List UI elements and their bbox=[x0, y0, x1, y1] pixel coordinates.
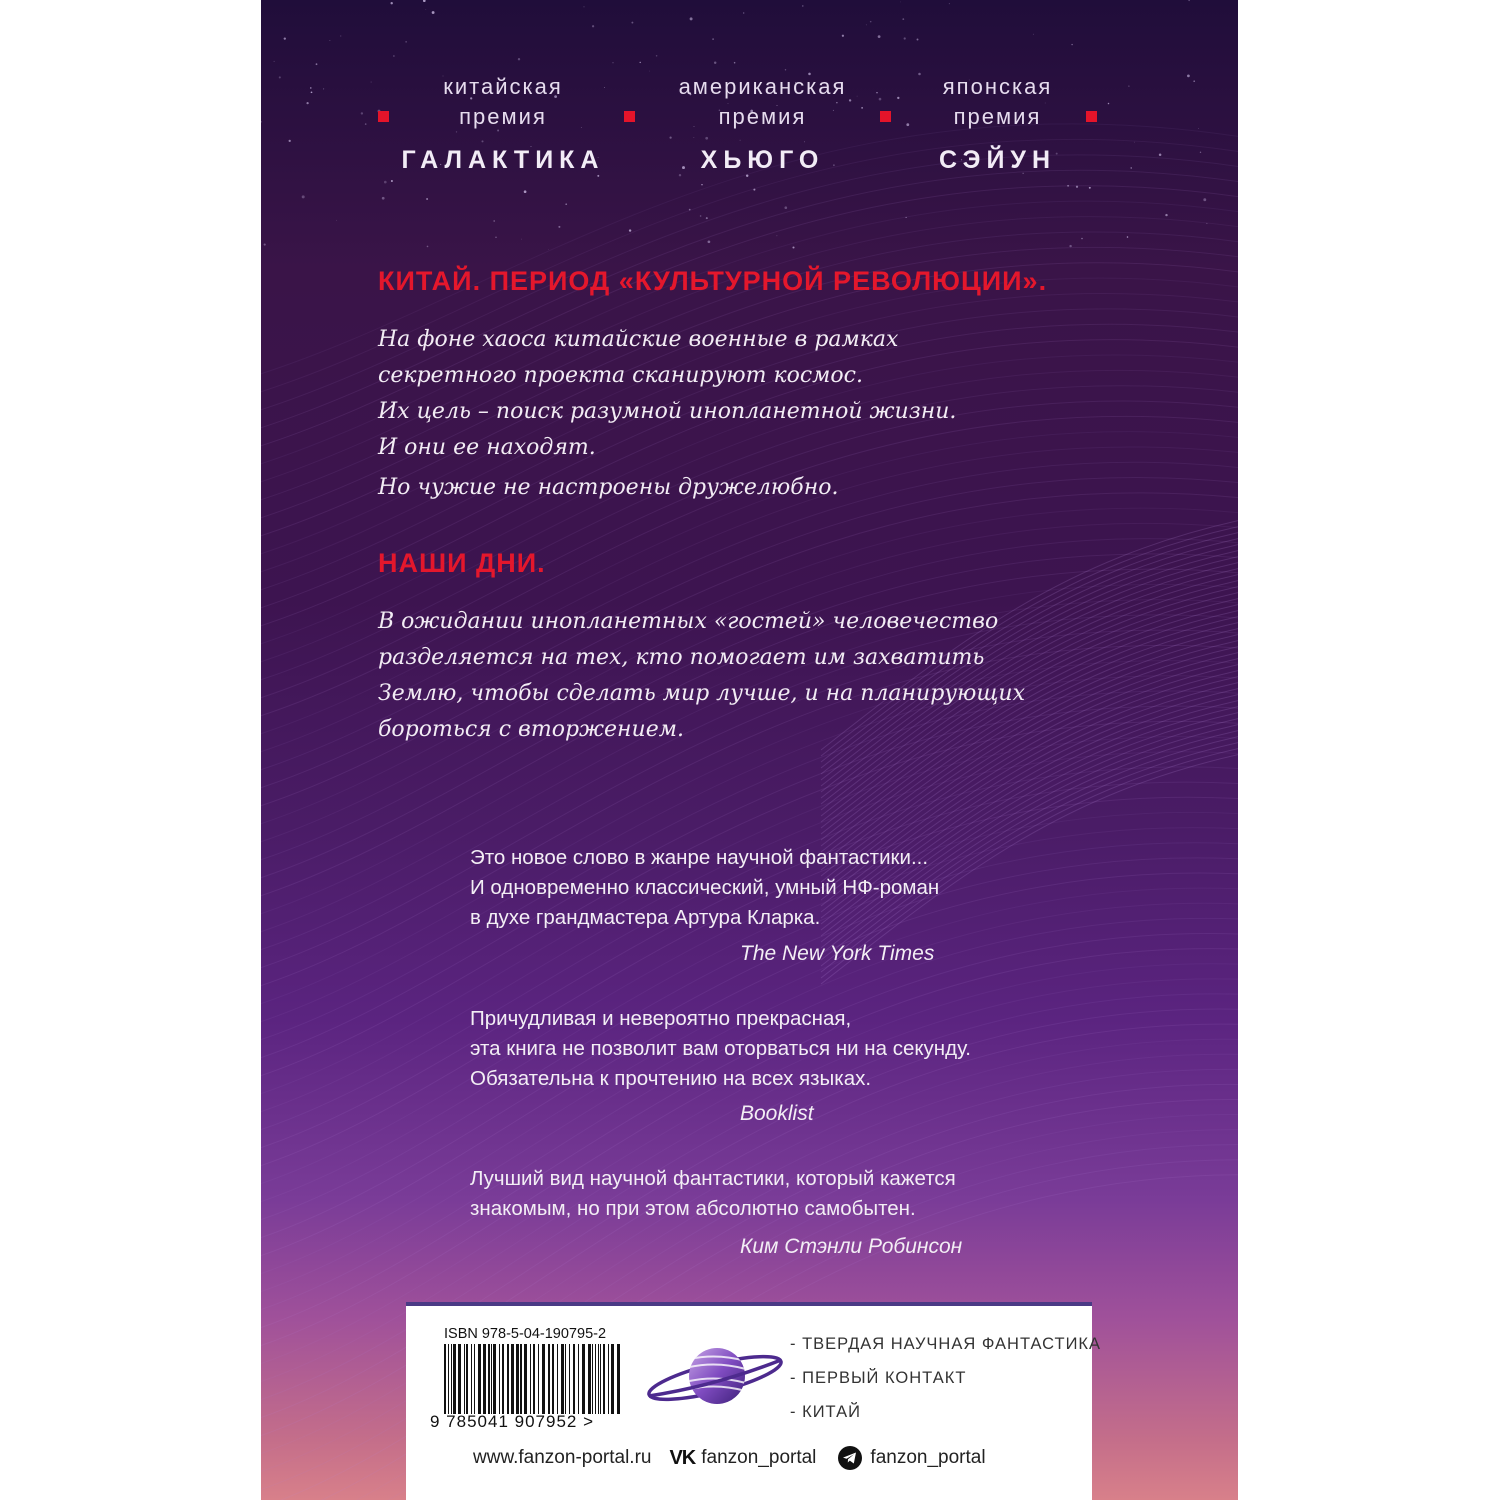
quote-line: эта книга не позволит вам оторваться ни на секунду. bbox=[470, 1037, 971, 1060]
quote-line: знакомым, но при этом абсолютно самобытен. bbox=[470, 1197, 916, 1220]
quote-line: в духе грандмастера Артура Кларка. bbox=[470, 906, 821, 929]
paragraph-line: бороться с вторжением. bbox=[378, 717, 684, 742]
award-line2: премия bbox=[459, 104, 547, 129]
award-line2: премия bbox=[953, 104, 1042, 129]
barcode bbox=[442, 1344, 622, 1416]
quote-line: Обязательна к прочтению на всех языках. bbox=[470, 1067, 872, 1090]
review-quote bbox=[470, 1004, 971, 1094]
award-line2: премия bbox=[718, 104, 807, 129]
section2-paragraph bbox=[378, 604, 1025, 748]
award-line1: японская bbox=[942, 74, 1053, 99]
social-links bbox=[473, 1446, 986, 1470]
book-back-cover bbox=[261, 0, 1238, 1500]
red-square-divider bbox=[624, 111, 635, 122]
telegram-icon bbox=[838, 1446, 862, 1470]
paragraph-line: Землю, чтобы сделать мир лучше, и на планирующих bbox=[378, 681, 1026, 706]
red-square-divider bbox=[880, 111, 891, 122]
award-galaxy bbox=[398, 72, 608, 175]
red-square-divider bbox=[378, 111, 389, 122]
planet-icon bbox=[645, 1338, 785, 1416]
vk-handle: fanzon_portal bbox=[701, 1447, 817, 1468]
quote-line: И одновременно классический, умный НФ-роман bbox=[470, 876, 940, 899]
barcode-digits: 9 785041 907952 > bbox=[430, 1412, 595, 1431]
paragraph-line: разделяется на тех, кто помогает им захватить bbox=[378, 645, 985, 670]
telegram-handle: fanzon_portal bbox=[870, 1447, 986, 1468]
review-quote bbox=[470, 843, 939, 933]
quote-line: Причудливая и невероятно прекрасная, bbox=[470, 1007, 852, 1030]
isbn-label: ISBN 978-5-04-190795-2 bbox=[444, 1326, 607, 1342]
award-line1: китайская bbox=[443, 74, 563, 99]
telegram-link[interactable] bbox=[838, 1446, 985, 1470]
review-quote bbox=[470, 1164, 956, 1224]
award-name: СЭЙУН bbox=[938, 146, 1057, 174]
paragraph-line: В ожидании инопланетных «гостей» человечество bbox=[378, 609, 999, 634]
award-name: ГАЛАКТИКА bbox=[401, 146, 605, 174]
paragraph-line: секретного проекта сканируют космос. bbox=[378, 363, 863, 388]
section1-last-line bbox=[378, 470, 838, 506]
red-square-divider bbox=[1086, 111, 1097, 122]
award-name: ХЬЮГО bbox=[700, 146, 825, 174]
genre-tag: - ПЕРВЫЙ КОНТАКТ bbox=[790, 1369, 967, 1387]
paragraph-line: На фоне хаоса китайские военные в рамках bbox=[378, 327, 899, 352]
award-line1: американская bbox=[678, 74, 847, 99]
quote-line: Лучший вид научной фантастики, который кажется bbox=[470, 1167, 956, 1190]
award-seiun bbox=[915, 72, 1080, 175]
genre-tag: - ТВЕРДАЯ НАУЧНАЯ ФАНТАСТИКА bbox=[790, 1335, 1102, 1353]
award-hugo bbox=[660, 72, 865, 175]
genre-tag: - КИТАЙ bbox=[790, 1403, 861, 1421]
vk-link[interactable] bbox=[669, 1447, 816, 1470]
section2-heading: НАШИ ДНИ. bbox=[378, 548, 546, 578]
genre-tags bbox=[790, 1327, 1101, 1429]
paragraph-line: Но чужие не настроены дружелюбно. bbox=[378, 475, 839, 500]
paragraph-line: И они ее находят. bbox=[378, 435, 596, 460]
vk-icon: VK bbox=[669, 1446, 696, 1469]
paragraph-line: Их цель – поиск разумной инопланетной жизни. bbox=[378, 399, 957, 424]
quote-source: The New York Times bbox=[740, 942, 935, 965]
quote-source: Booklist bbox=[740, 1102, 814, 1125]
section1-heading: КИТАЙ. ПЕРИОД «КУЛЬТУРНОЙ РЕВОЛЮЦИИ». bbox=[378, 266, 1048, 296]
quote-source: Ким Стэнли Робинсон bbox=[740, 1235, 963, 1258]
quote-line: Это новое слово в жанре научной фантастики... bbox=[470, 846, 929, 869]
website-link[interactable]: www.fanzon-portal.ru bbox=[473, 1447, 652, 1468]
section1-paragraph bbox=[378, 322, 956, 466]
